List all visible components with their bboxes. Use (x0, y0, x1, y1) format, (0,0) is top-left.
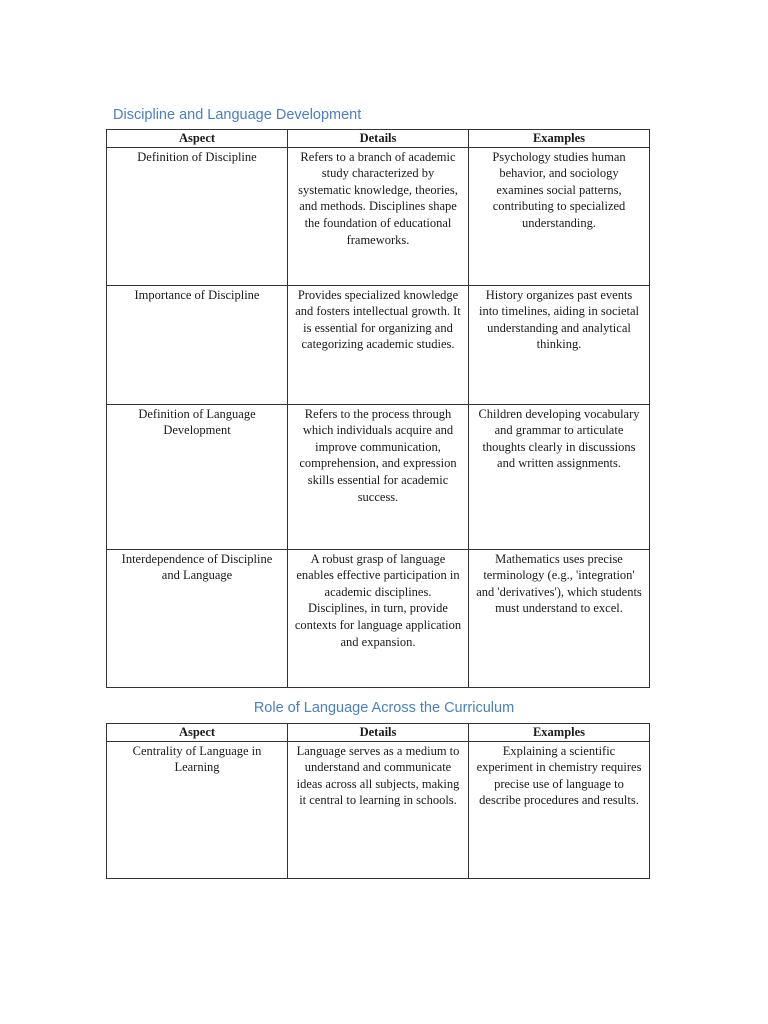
table-header-row (107, 724, 650, 742)
table-row (107, 285, 650, 404)
section-title-role-of-language: Role of Language Across the Curriculum (253, 700, 515, 716)
cell-examples: Explaining a scientific experiment in chemistry requires precise use of language to describe procedures and results. (469, 741, 650, 878)
table-row (107, 741, 650, 878)
column-header-aspect: Aspect (107, 724, 288, 742)
cell-details: Provides specialized knowledge and fosters intellectual growth. It is essential for organizing and categorizing academic studies. (288, 285, 469, 404)
cell-examples: Mathematics uses precise terminology (e.g., 'integration' and 'derivatives'), which students must understand to excel. (469, 549, 650, 687)
cell-details: Language serves as a medium to understand and communicate ideas across all subjects, making it central to learning in schools. (288, 741, 469, 878)
cell-aspect: Interdependence of Discipline and Language (107, 549, 288, 687)
column-header-details: Details (288, 130, 469, 148)
table-row (107, 404, 650, 549)
cell-details: Refers to a branch of academic study characterized by systematic knowledge, theories, and methods. Disciplines shape the foundation of educational frameworks. (288, 147, 469, 285)
cell-examples: History organizes past events into timelines, aiding in societal understanding and analytical thinking. (469, 285, 650, 404)
column-header-examples: Examples (469, 130, 650, 148)
cell-aspect: Centrality of Language in Learning (107, 741, 288, 878)
cell-examples: Psychology studies human behavior, and sociology examines social patterns, contributing to specialized understanding. (469, 147, 650, 285)
cell-examples: Children developing vocabulary and grammar to articulate thoughts clearly in discussions and written assignments. (469, 404, 650, 549)
cell-aspect: Definition of Language Development (107, 404, 288, 549)
cell-details: Refers to the process through which individuals acquire and improve communication, comprehension, and expression skills essential for academic success. (288, 404, 469, 549)
table-header-row (107, 130, 650, 148)
column-header-details: Details (288, 724, 469, 742)
discipline-language-table (106, 129, 650, 688)
column-header-examples: Examples (469, 724, 650, 742)
role-of-language-table (106, 723, 650, 879)
column-header-aspect: Aspect (107, 130, 288, 148)
section-title-discipline-language: Discipline and Language Development (113, 107, 362, 123)
cell-details: A robust grasp of language enables effective participation in academic disciplines. Disciplines, in turn, provide contexts for language application and expansion. (288, 549, 469, 687)
cell-aspect: Importance of Discipline (107, 285, 288, 404)
table-row (107, 549, 650, 687)
cell-aspect: Definition of Discipline (107, 147, 288, 285)
table-row (107, 147, 650, 285)
